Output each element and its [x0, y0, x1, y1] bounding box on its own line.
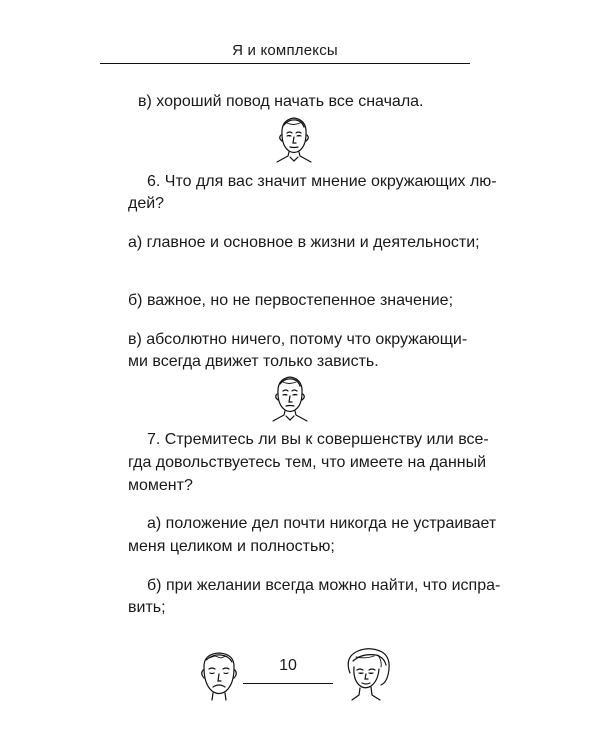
footer-rule — [243, 683, 333, 684]
sad-man-face-illustration — [195, 650, 243, 702]
q6-option-a: а) главное и основное в жизни и деятельности; — [128, 234, 480, 251]
q7-question-line1: 7. Стремитесь ли вы к совершенству или все- — [147, 431, 489, 448]
q7-option-b-line1: б) при желании всегда можно найти, что испра- — [147, 577, 501, 594]
q7-option-b-line2: вить; — [128, 599, 166, 616]
woman-face-illustration — [340, 645, 395, 703]
q5-option-c: в) хороший повод начать все сначала. — [138, 93, 424, 110]
q6-option-c-line2: ми всегда движет только зависть. — [128, 353, 379, 370]
page-number: 10 — [279, 657, 297, 674]
q6-option-b: б) важное, но не первостепенное значение; — [128, 292, 454, 309]
q6-question-line2: дей? — [128, 195, 165, 212]
man-face-illustration — [265, 373, 315, 423]
running-header: Я и комплексы — [232, 42, 338, 59]
q6-option-c-line1: в) абсолютно ничего, потому что окружающи- — [128, 331, 468, 348]
header-rule — [100, 63, 470, 64]
q6-question-line1: 6. Что для вас значит мнение окружающих лю- — [147, 173, 497, 190]
q7-question-line2: гда довольствуетесь тем, что имеете на данный — [128, 454, 487, 471]
man-face-illustration — [269, 114, 319, 164]
q7-option-a-line2: меня целиком и полностью; — [128, 538, 335, 555]
q7-question-line3: момент? — [128, 477, 193, 494]
q7-option-a-line1: а) положение дел почти никогда не устраивает — [147, 515, 497, 532]
